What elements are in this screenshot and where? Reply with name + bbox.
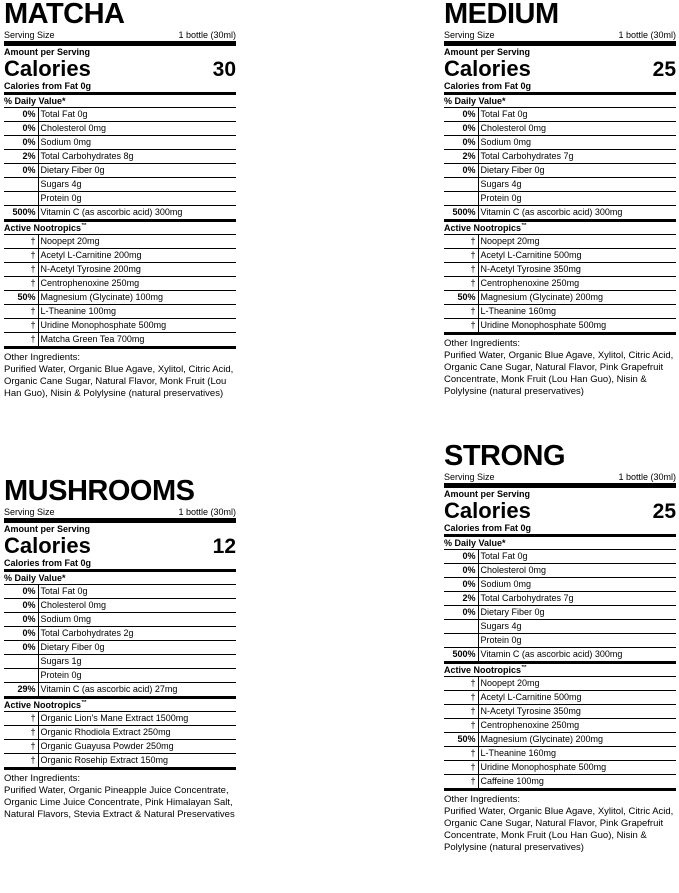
nutrient-name: Total Fat 0g [40, 586, 88, 597]
calories-from-fat: Calories from Fat 0g [4, 81, 92, 92]
active-nootropics-header [444, 222, 676, 234]
nutrient-dv: 0% [444, 606, 478, 620]
nootropic-row [4, 305, 236, 319]
serving-size-row [4, 30, 236, 41]
nutrient-row [444, 550, 676, 564]
nutrient-name: Dietary Fiber 0g [480, 165, 545, 176]
nootropic-dv: † [444, 249, 478, 263]
active-nootropics-header [4, 699, 236, 711]
nootropic-dv: † [4, 754, 38, 768]
active-nootropics-label: Active Nootropics [444, 665, 522, 676]
nutrient-name: Sugars 1g [40, 656, 82, 667]
nutrient-dv [444, 178, 478, 192]
serving-size-row [444, 472, 676, 483]
nutrients-table [444, 108, 676, 219]
nootropic-row [444, 733, 676, 747]
nutrient-dv: 0% [4, 585, 38, 599]
nootropic-name: Organic Guayusa Powder 250mg [40, 741, 174, 752]
serving-size-label: Serving Size [444, 30, 495, 40]
active-nootropics-label: Active Nootropics [4, 223, 82, 234]
nootropic-row [444, 761, 676, 775]
panel-title-matcha: MATCHA [4, 0, 125, 30]
nootropic-dv: † [444, 319, 478, 333]
nutrient-dv [444, 192, 478, 206]
nootropic-dv: † [444, 263, 478, 277]
panel-title-medium: MEDIUM [444, 0, 559, 30]
nutrient-row [4, 585, 236, 599]
nutrient-name: Dietary Fiber 0g [480, 607, 545, 618]
nootropic-name: Uridine Monophosphate 500mg [480, 320, 607, 331]
calories-value: 30 [212, 58, 236, 81]
nootropic-name: Centrophenoxine 250mg [480, 278, 580, 289]
nutrient-row [4, 613, 236, 627]
nutrition-panel-mushrooms [4, 477, 236, 821]
calories-from-fat: Calories from Fat 0g [4, 558, 92, 569]
nootropic-row [444, 277, 676, 291]
calories-label: Calories [444, 56, 531, 81]
nutrient-name: Total Fat 0g [40, 109, 88, 120]
active-nootropics-label: Active Nootropics [4, 700, 82, 711]
nutrient-dv: 0% [4, 641, 38, 655]
nutrient-dv: 0% [444, 578, 478, 592]
nutrient-row [444, 606, 676, 620]
trademark-symbol: ™ [81, 700, 88, 707]
nutrient-name: Protein 0g [40, 193, 82, 204]
amount-per-serving-label: Amount per Serving [444, 489, 531, 499]
nutrient-row [4, 599, 236, 613]
nutrient-row [444, 108, 676, 122]
daily-value-header: % Daily Value* [444, 96, 506, 107]
nootropic-dv: † [4, 333, 38, 347]
nutrient-dv: 0% [4, 627, 38, 641]
serving-size-value: 1 bottle (30ml) [618, 472, 676, 482]
nootropic-row [444, 291, 676, 305]
nutrient-row [444, 206, 676, 220]
nutrient-name: Sodium 0mg [480, 579, 532, 590]
other-ingredients-text: Purified Water, Organic Blue Agave, Xylitol, Citric Acid, Organic Cane Sugar, Natural Flavor, Pink Grapefruit Concentrate, Monk Fruit (Lou Han Guo), Nisin & Polylysine (natural preservatives) [444, 349, 674, 397]
nootropic-dv: 50% [444, 291, 478, 305]
nootropic-dv: † [4, 726, 38, 740]
nutrient-row [444, 136, 676, 150]
nutrient-name: Sodium 0mg [40, 614, 92, 625]
nutrient-row [444, 122, 676, 136]
nootropic-name: L-Theanine 100mg [40, 306, 117, 317]
nutrient-dv: 0% [4, 164, 38, 178]
nutrient-row [444, 178, 676, 192]
nootropic-row [4, 319, 236, 333]
nutrient-dv: 0% [4, 136, 38, 150]
nootropic-dv: † [4, 249, 38, 263]
nootropic-row [4, 754, 236, 768]
nootropic-row [444, 747, 676, 761]
other-ingredients-label: Other Ingredients: [444, 338, 521, 350]
calories-label: Calories [4, 533, 91, 558]
calories-label: Calories [4, 56, 91, 81]
nootropic-dv: † [444, 761, 478, 775]
nutrient-row [4, 136, 236, 150]
nutrition-panel-medium [444, 0, 676, 397]
nutrient-row [4, 641, 236, 655]
nootropic-name: Noopept 20mg [480, 236, 540, 247]
nutrient-name: Vitamin C (as ascorbic acid) 300mg [480, 207, 623, 218]
nootropic-name: Uridine Monophosphate 500mg [40, 320, 167, 331]
nootropic-dv: † [4, 740, 38, 754]
nutrient-name: Total Fat 0g [480, 551, 528, 562]
nootropic-name: Centrophenoxine 250mg [40, 278, 140, 289]
nutrient-dv: 500% [444, 206, 478, 220]
nootropic-dv: † [4, 235, 38, 249]
nootropic-dv: † [4, 712, 38, 726]
nutrient-dv: 500% [444, 648, 478, 662]
trademark-symbol: ™ [521, 665, 528, 672]
nootropic-dv: 50% [4, 291, 38, 305]
nutrient-row [4, 108, 236, 122]
nutrient-row [444, 192, 676, 206]
nutrient-row [4, 150, 236, 164]
serving-size-row [4, 507, 236, 518]
nutrient-row [4, 178, 236, 192]
nootropic-dv: † [444, 775, 478, 789]
nutrient-dv: 0% [444, 122, 478, 136]
nutrient-name: Total Fat 0g [480, 109, 528, 120]
panel-title-strong: STRONG [444, 440, 566, 472]
nutrient-row [4, 683, 236, 697]
nutrient-name: Protein 0g [480, 635, 522, 646]
daily-value-header: % Daily Value* [4, 573, 66, 584]
calories-value: 25 [652, 500, 676, 523]
nutrient-dv: 0% [4, 108, 38, 122]
nutrient-name: Protein 0g [480, 193, 522, 204]
calories-label: Calories [444, 498, 531, 523]
other-ingredients-label: Other Ingredients: [444, 794, 521, 806]
nootropic-name: Organic Rosehip Extract 150mg [40, 755, 169, 766]
nootropic-dv: † [4, 277, 38, 291]
nootropic-row [4, 263, 236, 277]
calories-value: 25 [652, 58, 676, 81]
nutrient-row [4, 206, 236, 220]
nootropic-name: Matcha Green Tea 700mg [40, 334, 145, 345]
amount-per-serving-label: Amount per Serving [4, 524, 91, 534]
nutrient-dv [4, 192, 38, 206]
nootropic-dv: † [444, 691, 478, 705]
nootropics-table [444, 677, 676, 788]
nutrient-dv [444, 634, 478, 648]
nutrient-row [4, 122, 236, 136]
nootropic-name: Acetyl L-Carnitine 200mg [40, 250, 142, 261]
nootropic-row [4, 740, 236, 754]
nutrient-dv: 0% [444, 164, 478, 178]
nutrient-name: Cholesterol 0mg [40, 123, 107, 134]
nootropic-name: N-Acetyl Tyrosine 350mg [480, 706, 581, 717]
nootropic-dv: † [444, 277, 478, 291]
nootropic-name: N-Acetyl Tyrosine 200mg [40, 264, 141, 275]
nootropic-dv: † [444, 747, 478, 761]
nutrient-row [444, 648, 676, 662]
nutrient-row [4, 627, 236, 641]
nootropic-name: N-Acetyl Tyrosine 350mg [480, 264, 581, 275]
nootropic-name: Noopept 20mg [480, 678, 540, 689]
nootropic-row [444, 775, 676, 789]
nootropic-row [4, 712, 236, 726]
nutrient-dv: 0% [444, 564, 478, 578]
nootropic-row [4, 291, 236, 305]
serving-size-row [444, 30, 676, 41]
nutrient-name: Dietary Fiber 0g [40, 165, 105, 176]
active-nootropics-header [444, 664, 676, 676]
nootropic-name: Magnesium (Glycinate) 100mg [40, 292, 164, 303]
trademark-symbol: ™ [521, 223, 528, 230]
nootropic-name: L-Theanine 160mg [480, 306, 557, 317]
nutrient-row [4, 655, 236, 669]
nutrient-dv: 0% [444, 136, 478, 150]
nutrient-dv [444, 620, 478, 634]
nootropic-row [4, 249, 236, 263]
nutrient-dv: 29% [4, 683, 38, 697]
active-nootropics-header [4, 222, 236, 234]
nutrient-name: Vitamin C (as ascorbic acid) 27mg [40, 684, 178, 695]
nootropics-table [4, 712, 236, 767]
nutrient-name: Total Carbohydrates 7g [480, 593, 574, 604]
nootropic-name: Acetyl L-Carnitine 500mg [480, 692, 582, 703]
nutrient-row [444, 150, 676, 164]
nootropic-dv: † [444, 305, 478, 319]
calories-from-fat: Calories from Fat 0g [444, 81, 532, 92]
nutrient-row [444, 620, 676, 634]
nutrients-table [4, 108, 236, 219]
nutrient-name: Sodium 0mg [40, 137, 92, 148]
nutrient-dv: 0% [4, 122, 38, 136]
nootropic-name: Magnesium (Glycinate) 200mg [480, 734, 604, 745]
nutrients-table [4, 585, 236, 696]
nutrient-name: Cholesterol 0mg [40, 600, 107, 611]
nootropic-row [4, 726, 236, 740]
nutrient-name: Cholesterol 0mg [480, 565, 547, 576]
nootropic-dv: † [444, 705, 478, 719]
serving-size-value: 1 bottle (30ml) [178, 30, 236, 40]
nutrient-name: Sugars 4g [40, 179, 82, 190]
nootropic-row [4, 333, 236, 347]
calories-value: 12 [212, 535, 236, 558]
serving-size-label: Serving Size [4, 507, 55, 517]
nootropic-name: Magnesium (Glycinate) 200mg [480, 292, 604, 303]
other-ingredients-text: Purified Water, Organic Blue Agave, Xylitol, Citric Acid, Organic Cane Sugar, Natural Flavor, Monk Fruit (Lou Han Guo), Nisin & Polylysine (natural preservatives) [4, 363, 234, 399]
nootropic-row [4, 235, 236, 249]
calories-row [444, 57, 676, 81]
nootropic-dv: 50% [444, 733, 478, 747]
nootropic-dv: † [444, 677, 478, 691]
nootropic-row [444, 691, 676, 705]
nutrient-dv [4, 655, 38, 669]
serving-size-value: 1 bottle (30ml) [618, 30, 676, 40]
other-ingredients-text: Purified Water, Organic Blue Agave, Xylitol, Citric Acid, Organic Cane Sugar, Natural Flavor, Pink Grapefruit Concentrate, Monk Fruit (Lou Han Guo), Nisin & Polylysine (natural preservatives) [444, 805, 674, 853]
nutrient-name: Sugars 4g [480, 621, 522, 632]
nootropic-row [444, 305, 676, 319]
nutrient-name: Sugars 4g [480, 179, 522, 190]
nutrient-dv [4, 178, 38, 192]
calories-row [4, 57, 236, 81]
nutrients-table [444, 550, 676, 661]
trademark-symbol: ™ [81, 223, 88, 230]
nootropic-row [444, 705, 676, 719]
calories-from-fat: Calories from Fat 0g [444, 523, 532, 534]
nootropics-table [4, 235, 236, 346]
nootropic-dv: † [444, 719, 478, 733]
nutrient-name: Vitamin C (as ascorbic acid) 300mg [40, 207, 183, 218]
nutrient-name: Dietary Fiber 0g [40, 642, 105, 653]
nutrient-name: Cholesterol 0mg [480, 123, 547, 134]
nutrition-panel-strong [444, 442, 676, 853]
nootropic-row [444, 677, 676, 691]
nutrient-dv: 500% [4, 206, 38, 220]
serving-size-value: 1 bottle (30ml) [178, 507, 236, 517]
nutrition-panel-matcha [4, 0, 236, 400]
nootropic-name: Uridine Monophosphate 500mg [480, 762, 607, 773]
nutrient-row [444, 564, 676, 578]
nootropic-dv: † [4, 319, 38, 333]
nutrient-dv: 0% [4, 613, 38, 627]
nutrient-dv [4, 669, 38, 683]
nootropic-dv: † [4, 263, 38, 277]
active-nootropics-label: Active Nootropics [444, 223, 522, 234]
nootropics-table [444, 235, 676, 332]
other-ingredients-text: Purified Water, Organic Pineapple Juice Concentrate, Organic Lime Juice Concentrate, Pink Himalayan Salt, Natural Flavors, Stevia Extract & Natural Preservatives [4, 784, 235, 820]
other-ingredients-label: Other Ingredients: [4, 352, 81, 364]
nutrient-name: Protein 0g [40, 670, 82, 681]
nootropic-name: Acetyl L-Carnitine 500mg [480, 250, 582, 261]
nutrient-dv: 0% [4, 599, 38, 613]
calories-row [4, 534, 236, 558]
nootropic-name: Organic Rhodiola Extract 250mg [40, 727, 171, 738]
nutrient-row [444, 634, 676, 648]
daily-value-header: % Daily Value* [444, 538, 506, 549]
nutrient-name: Total Carbohydrates 8g [40, 151, 134, 162]
nootropic-row [444, 235, 676, 249]
nootropic-row [444, 263, 676, 277]
nootropic-row [444, 719, 676, 733]
nootropic-dv: † [444, 235, 478, 249]
nutrient-dv: 0% [444, 108, 478, 122]
other-ingredients-label: Other Ingredients: [4, 773, 81, 785]
serving-size-label: Serving Size [444, 472, 495, 482]
nootropic-name: Organic Lion's Mane Extract 1500mg [40, 713, 189, 724]
nutrient-name: Total Carbohydrates 2g [40, 628, 134, 639]
calories-row [444, 499, 676, 523]
nutrient-dv: 2% [4, 150, 38, 164]
nutrient-row [444, 164, 676, 178]
daily-value-header: % Daily Value* [4, 96, 66, 107]
nootropic-name: Noopept 20mg [40, 236, 100, 247]
nootropic-row [444, 249, 676, 263]
nutrient-name: Total Carbohydrates 7g [480, 151, 574, 162]
nutrient-name: Vitamin C (as ascorbic acid) 300mg [480, 649, 623, 660]
nutrient-row [444, 578, 676, 592]
nootropic-row [4, 277, 236, 291]
nootropic-name: L-Theanine 160mg [480, 748, 557, 759]
nutrient-row [4, 164, 236, 178]
nootropic-row [444, 319, 676, 333]
nutrient-dv: 2% [444, 592, 478, 606]
nutrient-dv: 2% [444, 150, 478, 164]
nootropic-name: Caffeine 100mg [480, 776, 544, 787]
nootropic-name: Centrophenoxine 250mg [480, 720, 580, 731]
nutrient-name: Sodium 0mg [480, 137, 532, 148]
nutrient-row [4, 669, 236, 683]
serving-size-label: Serving Size [4, 30, 55, 40]
nutrient-dv: 0% [444, 550, 478, 564]
amount-per-serving-label: Amount per Serving [4, 47, 91, 57]
nutrient-row [4, 192, 236, 206]
panel-title-mushrooms: MUSHROOMS [4, 475, 195, 507]
amount-per-serving-label: Amount per Serving [444, 47, 531, 57]
nutrient-row [444, 592, 676, 606]
nootropic-dv: † [4, 305, 38, 319]
